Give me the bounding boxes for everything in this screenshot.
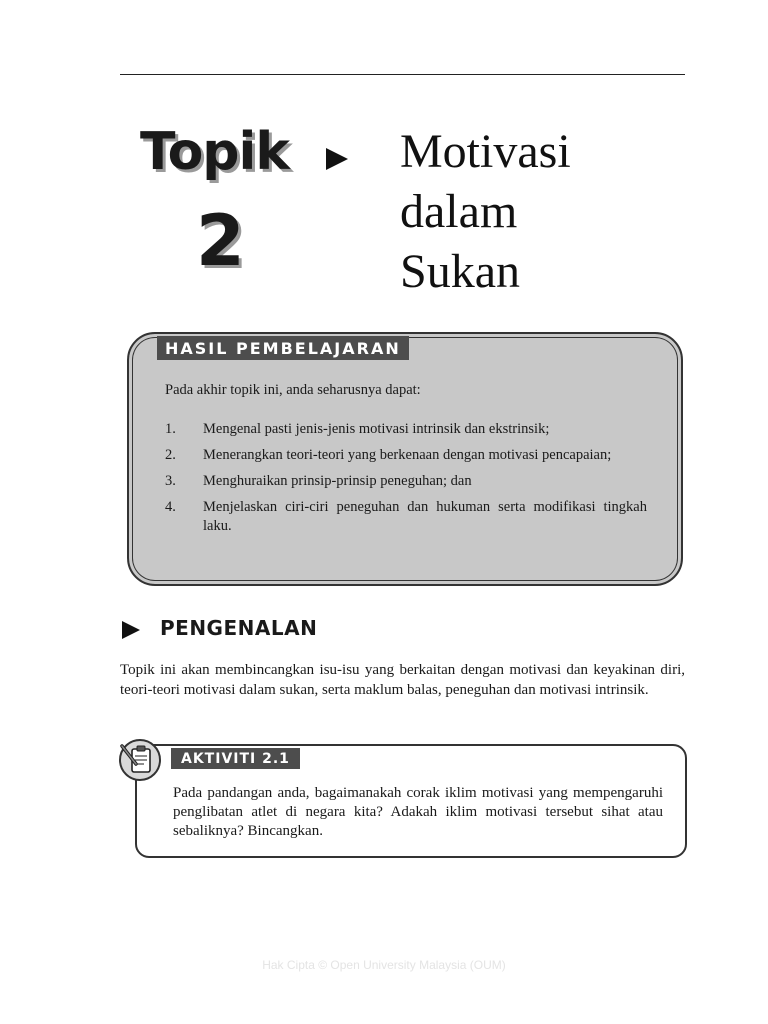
list-item-text: Menghuraikan prinsip-prinsip peneguhan; dan (203, 473, 472, 489)
list-item-text: Mengenal pasti jenis-jenis motivasi intrinsik dan ekstrinsik; (203, 421, 550, 437)
list-item (165, 420, 647, 439)
list-item-number: 4. (165, 499, 176, 515)
intro-paragraph: Topik ini akan membincangkan isu-isu yang berkaitan dengan motivasi dan keyakinan diri, teori-teori motivasi dalam sukan, serta maklum balas, peneguhan dan motivasi intrinsik. (120, 662, 685, 698)
clipboard-pencil-icon (118, 738, 164, 782)
list-item (165, 472, 647, 491)
learning-outcomes-intro: Pada akhir topik ini, anda seharusnya dapat: (165, 382, 421, 398)
list-item-text: Menjelaskan ciri-ciri peneguhan dan hukuman serta modifikasi tingkah laku. (203, 499, 647, 534)
top-rule (120, 74, 685, 75)
learning-outcomes-heading: HASIL PEMBELAJARAN (157, 336, 409, 360)
copyright-footer: Hak Cipta © Open University Malaysia (OUM) (262, 958, 506, 972)
topic-label: Topik (140, 122, 289, 182)
learning-outcomes-list (165, 420, 647, 543)
list-item-text: Menerangkan teori-teori yang berkenaan dengan motivasi pencapaian; (203, 447, 612, 463)
list-item (165, 498, 647, 536)
list-item-number: 2. (165, 447, 176, 463)
list-item-number: 1. (165, 421, 176, 437)
activity-text: Pada pandangan anda, bagaimanakah corak iklim motivasi yang mempengaruhi penglibatan atlet di negara kita? Adakah iklim motivasi tersebut sihat atau sebaliknya? Bincangkan. (173, 785, 663, 839)
title-arrow-icon (324, 146, 350, 172)
activity-label: AKTIVITI 2.1 (171, 748, 300, 769)
section-arrow-icon (121, 620, 141, 640)
list-item-number: 3. (165, 473, 176, 489)
topic-title-line-3: Sukan (400, 245, 520, 298)
topic-number: 2 (196, 200, 245, 282)
section-heading: PENGENALAN (160, 616, 318, 640)
list-item (165, 446, 647, 465)
topic-title (400, 122, 571, 302)
topic-title-line-1: Motivasi (400, 125, 571, 178)
topic-title-line-2: dalam (400, 185, 518, 238)
